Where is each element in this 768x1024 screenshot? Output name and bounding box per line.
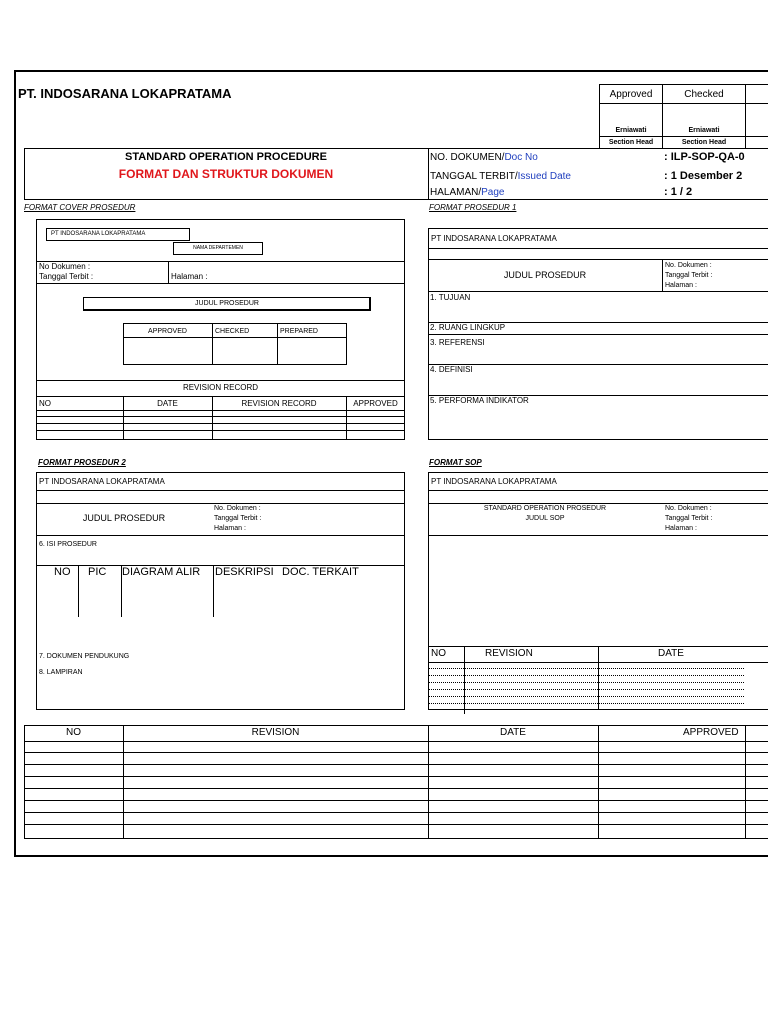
prosedur2-pendukung: 7. DOKUMEN PENDUKUNG	[39, 653, 130, 660]
frame-left-border	[14, 70, 16, 856]
prosedur1-title: JUDUL PROSEDUR	[503, 270, 587, 280]
cover-col-approved: APPROVED	[353, 399, 398, 408]
cover-col-no: NO	[39, 399, 51, 408]
sop-title: STANDARD OPERATION PROCEDURE	[125, 151, 327, 163]
checked-label: Checked	[684, 89, 724, 100]
frame-bottom-border	[14, 855, 768, 857]
prosedur2-col-deskripsi: DESKRIPSI	[215, 566, 274, 578]
sop-col-date: DATE	[658, 648, 684, 659]
cover-heading: FORMAT COVER PROSEDUR	[24, 203, 136, 212]
doc-no-label: NO. DOKUMEN/Doc No	[430, 152, 538, 163]
sop-doc-no: No. Dokumen :	[665, 505, 712, 512]
document-title: FORMAT DAN STRUKTUR DOKUMEN	[118, 167, 334, 181]
sop-line1: STANDARD OPERATION PROSEDUR	[483, 505, 607, 512]
cover-col-date: DATE	[157, 399, 178, 408]
prosedur1-definisi: 4. DEFINISI	[430, 365, 473, 374]
frame-top-border	[14, 70, 768, 72]
revision-col-approved: APPROVED	[683, 727, 739, 738]
prosedur1-performa: 5. PERFORMA INDIKATOR	[430, 396, 529, 405]
prosedur2-doc-no: No. Dokumen :	[214, 505, 261, 512]
cover-dept: NAMA DEPARTEMEN	[193, 245, 243, 251]
sop-issued: Tanggal Terbit :	[665, 515, 713, 522]
approved-name: Erniawati	[615, 127, 647, 134]
cover-revision-record: REVISION RECORD	[182, 383, 259, 392]
prosedur2-isi: 6. ISI PROSEDUR	[39, 541, 97, 548]
prosedur1-page: Halaman :	[665, 282, 697, 289]
cover-approved: APPROVED	[148, 328, 187, 335]
sop-page: Halaman :	[665, 525, 697, 532]
prosedur1-issued: Tanggal Terbit :	[665, 272, 713, 279]
sop-heading: FORMAT SOP	[429, 458, 482, 467]
checked-role: Section Head	[681, 139, 727, 146]
sop-col-no: NO	[431, 648, 446, 659]
sop-col-revision: REVISION	[485, 648, 533, 659]
approved-label: Approved	[609, 89, 653, 100]
prosedur1-company: PT INDOSARANA LOKAPRATAMA	[431, 234, 557, 243]
prosedur2-col-pic: PIC	[88, 566, 107, 578]
approved-role: Section Head	[608, 139, 654, 146]
prosedur2-heading: FORMAT PROSEDUR 2	[38, 458, 126, 467]
company-name: PT. INDOSARANA LOKAPRATAMA	[18, 86, 232, 101]
issued-date-label: TANGGAL TERBIT/Issued Date	[430, 171, 571, 182]
prosedur2-col-diagram: DIAGRAM ALIR	[122, 566, 201, 578]
doc-no-value: : ILP-SOP-QA-0	[664, 151, 745, 163]
prosedur2-col-no: NO	[54, 566, 71, 578]
prosedur2-lampiran: 8. LAMPIRAN	[39, 669, 83, 676]
cover-procedure-title: JUDUL PROSEDUR	[195, 300, 259, 307]
cover-checked: CHECKED	[215, 328, 250, 335]
page-value: : 1 / 2	[664, 186, 693, 198]
prosedur2-col-doc: DOC. TERKAIT	[282, 566, 359, 578]
cover-doc-no: No Dokumen :	[39, 262, 91, 271]
prosedur2-company: PT INDOSARANA LOKAPRATAMA	[39, 477, 165, 486]
page-label: HALAMAN/Page	[430, 187, 505, 198]
prosedur1-ruang-lingkup: 2. RUANG LINGKUP	[430, 323, 506, 332]
cover-page: Halaman :	[171, 272, 208, 281]
prosedur1-heading: FORMAT PROSEDUR 1	[429, 203, 517, 212]
prosedur2-title: JUDUL PROSEDUR	[82, 513, 166, 523]
cover-prepared: PREPARED	[280, 328, 318, 335]
revision-col-date: DATE	[500, 727, 526, 738]
cover-company: PT INDOSARANA LOKAPRATAMA	[51, 231, 146, 237]
cover-issued: Tanggal Terbit :	[39, 272, 94, 281]
prosedur2-issued: Tanggal Terbit :	[214, 515, 262, 522]
checked-name: Erniawati	[688, 127, 720, 134]
prosedur2-page: Halaman :	[214, 525, 246, 532]
prosedur1-doc-no: No. Dokumen :	[665, 262, 712, 269]
prosedur1-referensi: 3. REFERENSI	[430, 338, 485, 347]
sop-line2: JUDUL SOP	[525, 515, 565, 522]
sop-company: PT INDOSARANA LOKAPRATAMA	[431, 477, 557, 486]
revision-col-revision: REVISION	[251, 727, 300, 738]
prosedur1-tujuan: 1. TUJUAN	[430, 293, 471, 302]
issued-date-value: : 1 Desember 2	[664, 170, 743, 182]
revision-col-no: NO	[66, 727, 81, 738]
cover-col-revision: REVISION RECORD	[241, 399, 317, 408]
